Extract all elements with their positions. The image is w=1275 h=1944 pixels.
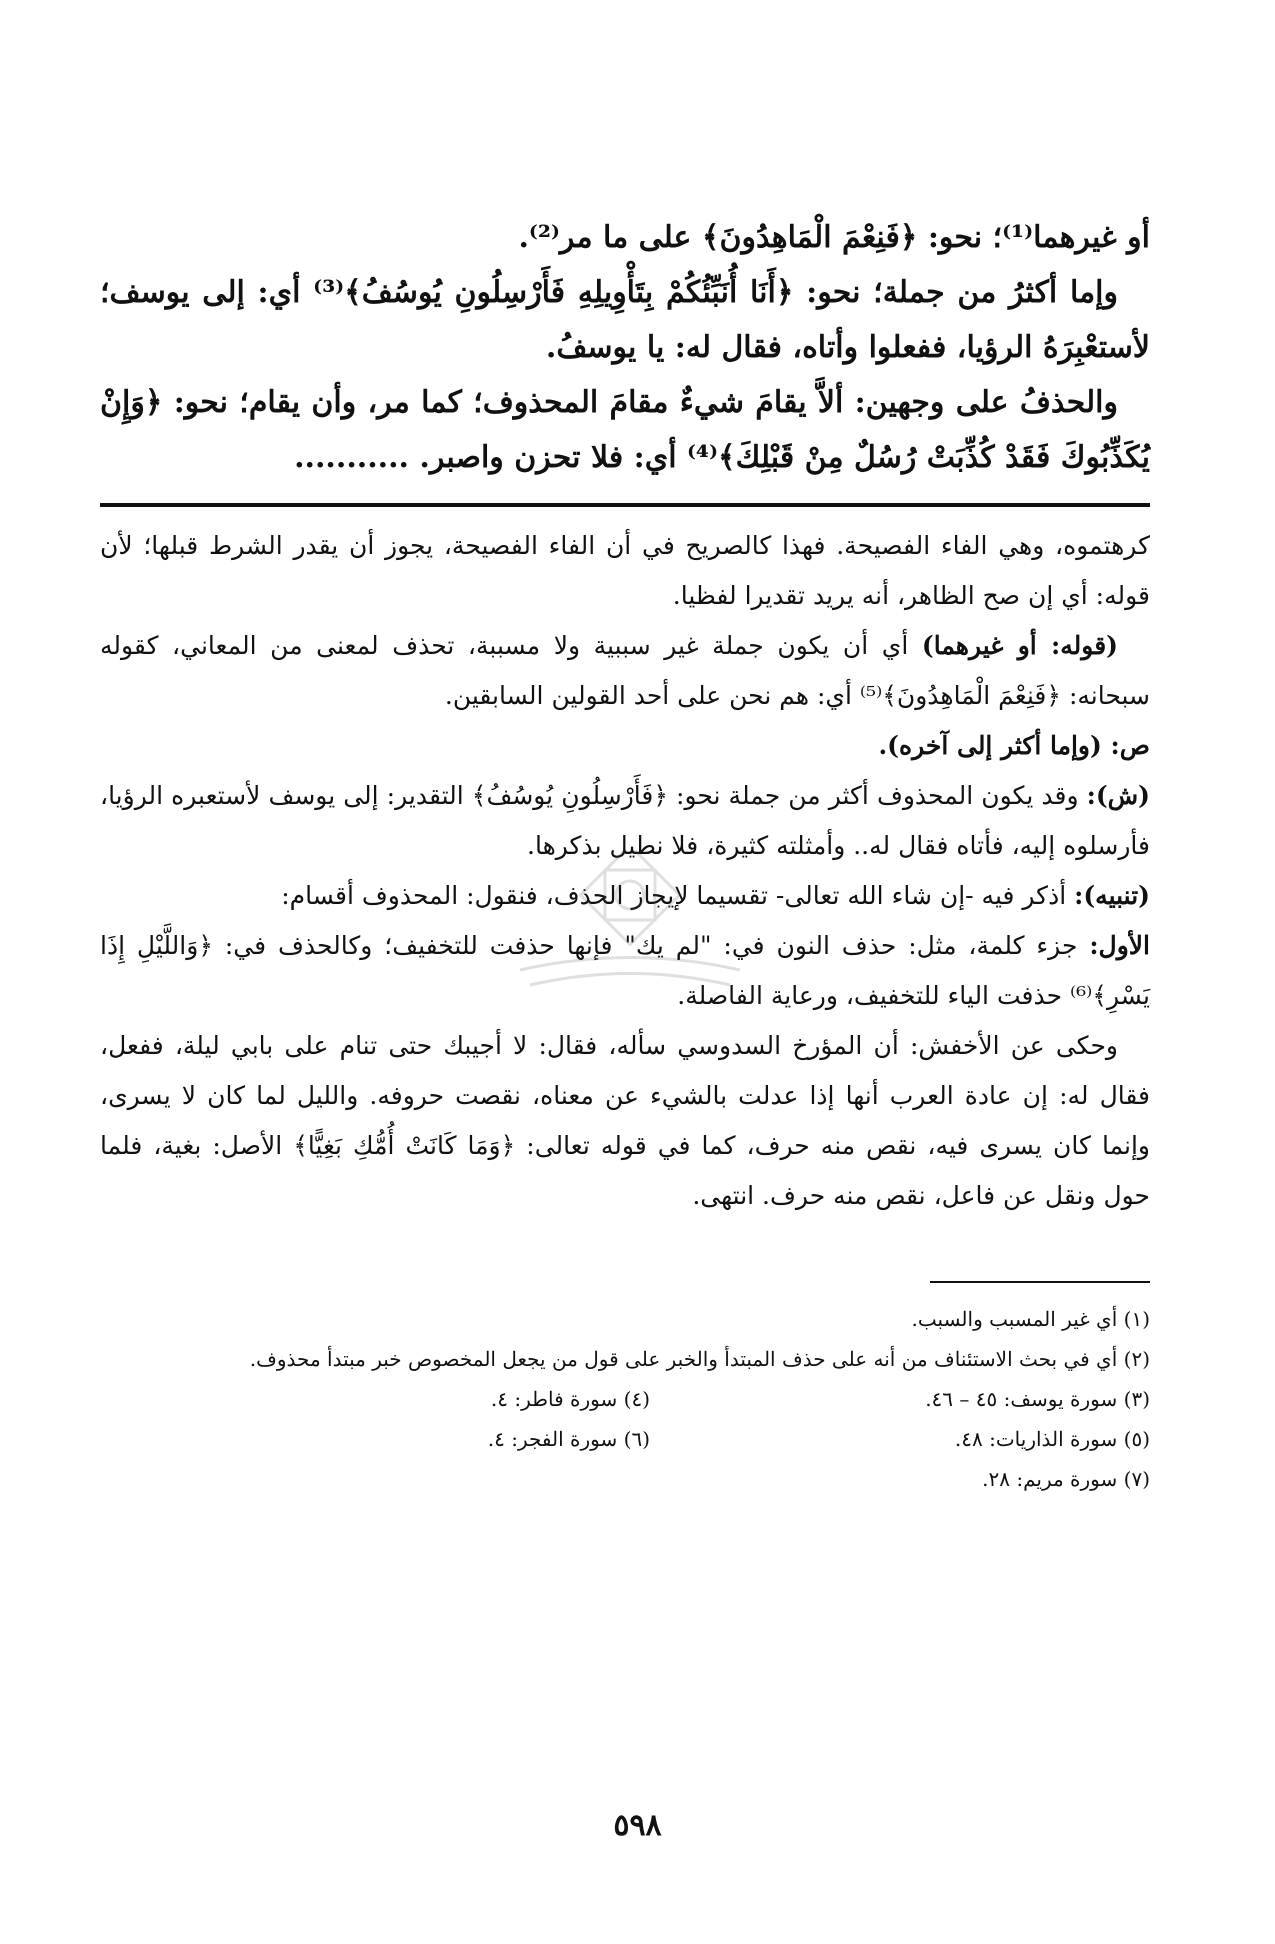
- matn-paragraph: والحذفُ على وجهين: ألاَّ يقامَ شيءٌ مقامَ المحذوف؛ كما مر، وأن يقام؛ نحو: ﴿وَإِنْ يُكَذِّبُوكَ فَقَدْ كُذِّبَتْ رُسُلٌ مِنْ قَبْلِكَ﴾⁽⁴⁾ أي: فلا تحزن واصبر. ...........: [100, 385, 1150, 475]
- footnote-row: [100, 1419, 1150, 1459]
- commentary-body: أي أن يكون جملة غير سببية ولا مسببة، تحذف لمعنى من المعاني، كقوله سبحانه: ﴿فَنِعْمَ الْمَاهِدُونَ﴾⁽⁵⁾ أي: هم نحن على أحد القولين السابقين.: [100, 631, 1150, 710]
- commentary-text: [100, 521, 1150, 1221]
- commentary-lead: ص: (وإما أكثر إلى آخره).: [878, 731, 1150, 760]
- commentary-paragraph: [100, 621, 1150, 721]
- matn-paragraph: وإما أكثرُ من جملة؛ نحو: ﴿أَنَا أُنَبِّئُكُمْ بِتَأْوِيلِهِ فَأَرْسِلُونِ يُوسُفُ﴾⁽³⁾ أي: إلى يوسف؛ لأستعْبِرَهُ الرؤيا، ففعلوا وأتاه، فقال له: يا يوسفُ.: [100, 275, 1150, 365]
- footnote: (٥) سورة الذاريات: ٤٨.: [954, 1427, 1150, 1451]
- page-body: [100, 210, 1150, 1499]
- commentary-divider: [100, 503, 1150, 507]
- commentary-lead: (ش):: [1086, 781, 1150, 810]
- commentary-paragraph: [100, 721, 1150, 771]
- footnote: (٤) سورة فاطر: ٤.: [490, 1387, 650, 1411]
- commentary-paragraph: [100, 871, 1150, 921]
- commentary-body: كرهتموه، وهي الفاء الفصيحة. فهذا كالصريح في أن الفاء الفصيحة، يجوز أن يقدر الشرط قبلها؛ لأن قوله: أي إن صح الظاهر، أنه يريد تقديرا لفظيا.: [100, 531, 1150, 610]
- commentary-body: جزء كلمة، مثل: حذف النون في: "لم يك" فإنها حذفت للتخفيف؛ وكالحذف في: ﴿وَاللَّيْلِ إِذَا يَسْرِ﴾⁽⁶⁾ حذفت الياء للتخفيف، ورعاية الفاصلة.: [100, 931, 1150, 1010]
- commentary-body: أذكر فيه -إن شاء الله تعالى- تقسيما لإيجاز الحذف، فنقول: المحذوف أقسام:: [281, 881, 1075, 910]
- commentary-body: وحكى عن الأخفش: أن المؤرخ السدوسي سأله، فقال: لا أجيبك حتى تنام على بابي ليلة، ففعل، فقال له: إن عادة العرب أنها إذا عدلت بالشيء عن معناه، نقصت حروفه. والليل لما كان لا يسرى، وإنما كان يسرى فيه، نقص منه حرف، كما في قوله تعالى: ﴿وَمَا كَانَتْ أُمُّكِ بَغِيًّا﴾ الأصل: بغية، فلما حول ونقل عن فاعل، نقص منه حرف. انتهى.: [100, 1031, 1150, 1210]
- commentary-lead: (تنبيه):: [1074, 881, 1150, 910]
- footnote: (٢) أي في بحث الاستئناف من أنه على حذف المبتدأ والخبر على قول من يجعل المخصوص خبر مبتدأ محذوف.: [249, 1347, 1150, 1371]
- commentary-paragraph: [100, 1021, 1150, 1221]
- footnote-rule: [930, 1281, 1150, 1283]
- footnote-row: [100, 1379, 1150, 1419]
- commentary-paragraph: [100, 521, 1150, 621]
- footnote: (٦) سورة الفجر: ٤.: [487, 1427, 650, 1451]
- commentary-paragraph: [100, 771, 1150, 871]
- commentary-lead: (قوله: أو غيرهما): [921, 631, 1118, 660]
- commentary-paragraph: [100, 921, 1150, 1021]
- footnote: (١) أي غير المسبب والسبب.: [911, 1307, 1150, 1331]
- footnote: (٣) سورة يوسف: ٤٥ – ٤٦.: [925, 1387, 1150, 1411]
- commentary-lead: الأول:: [1089, 931, 1150, 960]
- footnotes: [100, 1299, 1150, 1499]
- footnote: (٧) سورة مريم: ٢٨.: [982, 1467, 1150, 1491]
- main-text: [100, 210, 1150, 485]
- commentary-body: وقد يكون المحذوف أكثر من جملة نحو: ﴿فَأَرْسِلُونِ يُوسُفُ﴾ التقدير: إلى يوسف لأستعبره الرؤيا، فأرسلوه إليه، فأتاه فقال له.. وأمثلته كثيرة، فلا نطيل بذكرها.: [100, 781, 1150, 860]
- page-number: ٥٩٨: [613, 1808, 662, 1843]
- matn-paragraph: أو غيرهما⁽¹⁾؛ نحو: ﴿فَنِعْمَ الْمَاهِدُونَ﴾ على ما مر⁽²⁾.: [518, 220, 1150, 255]
